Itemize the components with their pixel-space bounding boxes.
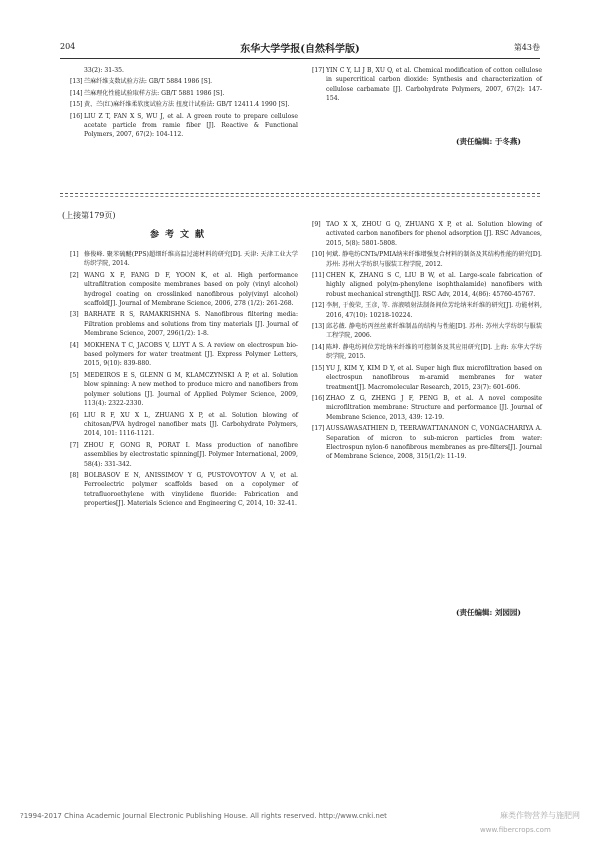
reference-text: YIN C Y, LI J B, XU Q, et al. Chemical modification of cotton cellulose in supercritical carbon dioxide: Synthesis and characterization of cellulose carbamate [J]. Carbohydrate Polymers, 2007, 67(2): 147-154. <box>326 67 542 103</box>
reference-item <box>70 112 298 140</box>
reference-text: LIU Z T, FAN X S, WU J, et al. A green route to prepare cellulose acetate particle from ramie fiber [J]. Reactive & Functional Polymers, 2007, 67(2): 104-112. <box>84 112 298 139</box>
reference-item <box>70 471 298 509</box>
header-rule <box>60 58 540 59</box>
reference-number: [15] <box>312 364 325 372</box>
reference-item <box>70 310 298 338</box>
editor-note-top: (责任编辑: 于冬燕) <box>456 137 521 146</box>
reference-number: [5] <box>70 371 79 379</box>
reference-number: [16] <box>70 112 83 120</box>
reference-item <box>70 271 298 309</box>
reference-text: 邱芯薇. 静电纺丙丝丝素纤维制品的结构与性能[D]. 苏州: 苏州大学纺织与服装工程学院, 2006. <box>326 323 542 340</box>
reference-number: [17] <box>312 67 325 74</box>
reference-text: YU J, KIM Y, KIM D Y, et al. Super high flux microfiltration based on electrospun nanofibrous m-aramid membranes for water treatment[J]. Macromolecular Research, 2015, 23(7): 601-606. <box>326 364 542 391</box>
reference-text: BOLBASOV E N, ANISSIMOV Y G, PUSTOVOYTOV A V, et al. Ferroelectric polymer scaffolds based on a copolymer of tetrafluoroethylene with vinylidene fluoride: Fabrication and properties[J]. Materials Science and Engineering C, 2014, 10: 32-41. <box>84 471 298 508</box>
reference-item <box>70 250 298 269</box>
watermark-url: www.fibercrops.com <box>480 826 551 834</box>
reference-text: BARHATE R S, RAMAKRISHNA S. Nanofibrous filtering media: Filtration problems and solutions from tiny materials [J]. Journal of Membrane Science, 2007, 296(1/2): 1-8. <box>84 311 298 338</box>
reference-number: [8] <box>70 471 79 479</box>
reference-text: ZHAO Z G, ZHENG J F, PENG B, et al. A novel composite microfiltration membrane: Structure and performance [J]. Journal of Membrane Science, 2013, 439: 12-19. <box>326 394 542 421</box>
reference-number: [9] <box>312 221 321 228</box>
section-separator <box>60 193 540 194</box>
reference-text: 李舸, 于俊荣, 王彦, 等. 溶液喷射法制备间位芳纶纳米纤维的研究[J]. 功能材料, 2016, 47(10): 10218-10224. <box>326 302 542 319</box>
bottom-right-references <box>312 220 542 464</box>
reference-number: [13] <box>70 78 83 86</box>
reference-text: CHEN K, ZHANG S C, LIU B W, et al. Large-scale fabrication of highly aligned poly(m-phenylene isophthalamide) nanofibers with robust mechanical strength[J]. RSC Adv, 2014, 4(86): 45760-45767. <box>326 272 542 298</box>
reference-number: [16] <box>312 394 325 402</box>
reference-item <box>312 66 542 104</box>
top-right-references <box>312 66 542 106</box>
reference-number: [14] <box>70 89 83 97</box>
reference-item <box>70 411 298 439</box>
page-footer <box>20 812 580 820</box>
reference-number: [1] <box>70 251 79 258</box>
reference-item <box>312 424 542 462</box>
reference-number: [2] <box>70 271 79 279</box>
reference-number: [4] <box>70 341 79 349</box>
reference-item <box>70 341 298 369</box>
reference-text: MEDEIROS E S, GLENN G M, KLAMCZYNSKI A P, et al. Solution blow spinning: A new method to produce micro and nanofibers from polymer solutions [J]. Journal of Applied Polymer Science, 2009, 113(4): 2322-2330. <box>84 371 298 408</box>
reference-item <box>312 250 542 269</box>
reference-number: [15] <box>70 101 83 109</box>
reference-item <box>70 371 298 409</box>
reference-number: [17] <box>312 425 325 433</box>
reference-text: 修俊峰. 聚苯硫醚(PPS)超细纤维高温过滤材料的研究[D]. 天津: 天津工业大学纺织学院, 2014. <box>84 251 298 268</box>
reference-number: [13] <box>312 323 325 331</box>
reference-item <box>70 66 298 75</box>
reference-text: 何斌. 静电纺CNTs/PMIA纳米纤维增强复合材料的制备及其结构性能的研究[D]. 苏州: 苏州大学纺织与服装工程学院, 2012. <box>326 251 542 268</box>
page-number: 204 <box>60 42 76 51</box>
reference-item <box>70 89 298 98</box>
reference-text: 黄、苎(红)麻纤维柔软度试验方法 扭度计试验法: GB/T 12411.4 1990 [S]. <box>84 101 290 109</box>
reference-item <box>312 394 542 422</box>
reference-item <box>70 441 298 469</box>
volume-label: 第43卷 <box>513 43 540 52</box>
reference-text: AUSSAWASATHIEN D, TEERAWATTANANON C, VONGACHARIYA A. Separation of micron to sub-micron particles from water: Electrospun nylon-6 nanofibrous membranes as pre-filters[J]. Journal of Membrane Science, 2008, 315(1/2): 11-19. <box>326 425 542 461</box>
reference-item <box>70 77 298 86</box>
reference-number: [14] <box>312 343 325 351</box>
reference-number: [12] <box>312 302 325 310</box>
reference-text: 苎麻理化性能试验取样方法: GB/T 5881 1986 [S]. <box>84 89 225 97</box>
reference-item <box>312 364 542 392</box>
reference-text: TAO X X, ZHOU G Q, ZHUANG X P, et al. Solution blowing of activated carbon nanofibers for phenol adsorption [J]. RSC Advances, 2015, 5(8): 5801-5808. <box>326 221 542 247</box>
reference-item <box>70 100 298 109</box>
copyright-text: ?1994-2017 China Academic Journal Electronic Publishing House. All rights reserved. http://www.cnki.net <box>20 812 387 820</box>
reference-item <box>312 301 542 320</box>
reference-item <box>312 343 542 362</box>
reference-text: 陈坤. 静电纺间位芳纶纳米纤维的可控制备及其应用研究[D]. 上海: 东华大学纺织学院, 2015. <box>326 343 542 361</box>
reference-number: [10] <box>312 251 325 259</box>
reference-text: 33(2): 31-35. <box>84 67 124 74</box>
continued-note: (上接第179页) <box>62 211 116 220</box>
journal-title: 东华大学学报(自然科学版) <box>240 44 360 55</box>
reference-number: [7] <box>70 441 79 449</box>
top-left-references <box>70 66 298 142</box>
watermark-text: 麻类作物营养与施肥网 <box>500 811 580 820</box>
reference-text: MOKHENA T C, JACOBS V, LUYT A S. A review on electrospun bio-based polymers for water treatment [J]. Express Polymer Letters, 2015, 9(10): 839-880. <box>84 341 298 368</box>
reference-text: WANG X F, FANG D F, YOON K, et al. High performance ultrafiltration composite membranes based on poly (vinyl alcohol) hydrogel coating on crosslinked nanofibrous poly(vinyl alcohol) scaffold[J]. Journal of Membrane Science, 2006, 278 (1/2): 261-268. <box>84 271 298 308</box>
reference-text: ZHOU F, GONG R, PORAT I. Mass production of nanofibre assemblies by electrostatic spinning[J]. Polymer International, 2009, 58(4): 331-342. <box>84 441 298 468</box>
reference-text: LIU R F, XU X L, ZHUANG X P, et al. Solution blowing of chitosan/PVA hydrogel nanofiber mats [J]. Carbohydrate Polymers, 2014, 101: 1116-1121. <box>84 411 298 438</box>
editor-note-bottom: (责任编辑: 刘园园) <box>456 608 521 617</box>
section-separator-second <box>60 196 540 197</box>
references-title: 参考文献 <box>149 230 210 240</box>
reference-item <box>312 271 542 299</box>
page-header <box>60 40 540 54</box>
reference-number: [11] <box>312 272 325 280</box>
reference-item <box>312 220 542 248</box>
reference-item <box>312 322 542 341</box>
reference-text: 苎麻纤维支数试验方法: GB/T 5884 1986 [S]. <box>84 78 213 86</box>
reference-number: [6] <box>70 411 79 419</box>
reference-number: [3] <box>70 311 79 319</box>
bottom-left-references <box>70 250 298 511</box>
